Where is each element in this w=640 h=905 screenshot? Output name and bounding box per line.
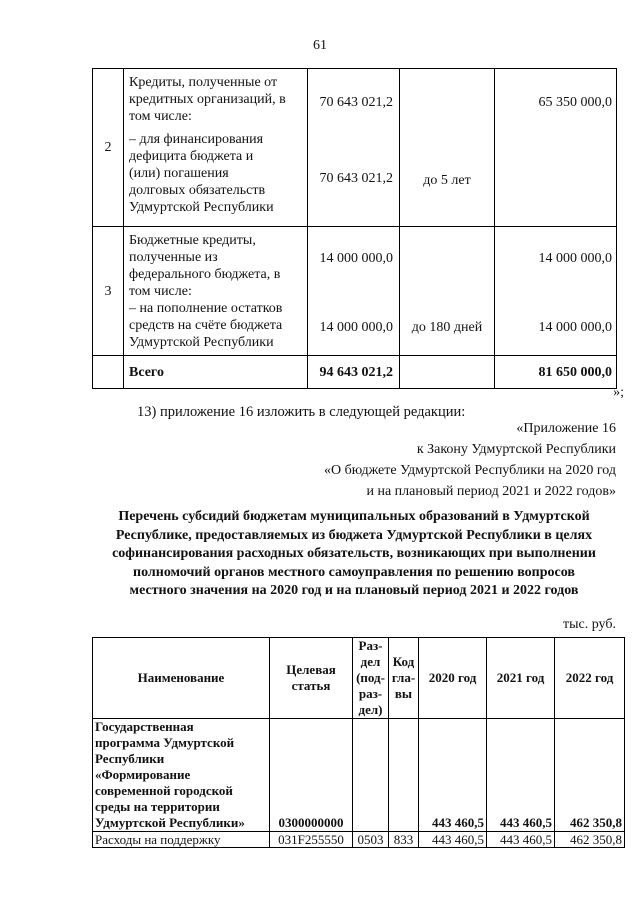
amount-value: 70 643 021,2 — [319, 171, 393, 186]
amount-cell — [308, 227, 400, 356]
term-value: до 5 лет — [423, 173, 471, 188]
expense-name: Расходы на поддержку — [93, 832, 270, 848]
term-value: до 180 дней — [411, 320, 483, 335]
title-line: Перечень субсидий бюджетам муниципальных образований в Удмуртской — [118, 509, 590, 524]
name-line: современной городской — [95, 783, 233, 798]
chapter-cell: 833 — [389, 832, 419, 848]
desc-line: долговых обязательств — [129, 183, 266, 198]
appendix-line: и на плановый период 2021 и 2022 годов» — [366, 484, 616, 499]
desc-line: том числе: — [129, 284, 192, 299]
appendix-line: «О бюджете Удмуртской Республики на 2020 год — [323, 463, 616, 478]
quote-end: »; — [613, 385, 624, 400]
table-row — [93, 69, 617, 227]
table-row — [93, 227, 617, 356]
header-line: статья — [291, 678, 331, 693]
section-cell: 0503 — [353, 832, 389, 848]
desc-line: Удмуртской Республики — [129, 335, 274, 350]
desc-line: – для финансирования — [129, 132, 264, 147]
term-cell — [400, 69, 495, 227]
amount-value: 14 000 000,0 — [319, 320, 393, 335]
name-line: среды на территории — [95, 799, 220, 814]
header-2021: 2021 год — [487, 638, 555, 719]
header-line: (под- — [356, 670, 385, 685]
header-2022: 2022 год — [555, 638, 625, 719]
name-line: Удмуртской Республики» — [95, 815, 245, 830]
header-chapter — [389, 638, 419, 719]
total-label: Всего — [124, 356, 308, 389]
desc-line: полученные из — [129, 250, 218, 265]
amount-value: 65 350 000,0 — [538, 95, 612, 110]
table-row — [93, 832, 625, 848]
total-term-cell — [400, 356, 495, 389]
name-line: программа Удмуртской — [95, 735, 235, 750]
section-cell — [353, 719, 389, 832]
amount-2022-cell — [495, 227, 617, 356]
header-target — [270, 638, 353, 719]
appendix-line: «Приложение 16 — [516, 421, 616, 436]
loans-table — [92, 68, 617, 389]
value-2022: 462 350,8 — [555, 719, 625, 832]
row-number: 3 — [93, 227, 124, 356]
row-number: 2 — [93, 69, 124, 227]
amendment-text: 13) приложение 16 изложить в следующей редакции: — [137, 404, 466, 420]
name-line: Республики — [95, 751, 165, 766]
title-line: софинансирования расходных обязательств, возникающих при выполнении — [112, 546, 596, 561]
subsidies-table — [92, 637, 625, 848]
total-amount: 94 643 021,2 — [308, 356, 400, 389]
unit-label: тыс. руб. — [563, 617, 616, 632]
appendix-line: к Закону Удмуртской Республики — [416, 442, 616, 457]
desc-line: Удмуртской Республики — [129, 200, 274, 215]
header-line: раз- — [358, 686, 383, 701]
title-line: Республике, предоставляемых из бюджета Удмуртской Республики в целях — [115, 527, 593, 543]
header-section — [353, 638, 389, 719]
total-row — [93, 356, 617, 389]
header-line: вы — [394, 686, 413, 701]
amount-value: 14 000 000,0 — [538, 251, 612, 266]
title-line: полномочий органов местного самоуправления по решению вопросов — [133, 564, 575, 580]
term-cell — [400, 227, 495, 356]
table-header — [93, 638, 625, 719]
desc-line: средств на счёте бюджета — [129, 318, 283, 333]
row-description — [124, 227, 308, 356]
desc-line: Кредиты, полученные от — [129, 75, 278, 90]
total-num-cell — [93, 356, 124, 389]
desc-line: том числе: — [129, 109, 192, 124]
amount-value: 14 000 000,0 — [538, 320, 612, 335]
target-cell: 0300000000 — [270, 719, 353, 832]
value-2022: 462 350,8 — [555, 832, 625, 848]
value-2020: 443 460,5 — [419, 719, 487, 832]
target-cell: 031F255550 — [270, 832, 353, 848]
header-line: дел — [360, 654, 381, 669]
amount-cell — [308, 69, 400, 227]
desc-line: кредитных организаций, в — [129, 92, 286, 107]
appendix-header — [324, 418, 616, 502]
title-line: местного значения на 2020 год и на плановый период 2021 и 2022 годов — [129, 583, 579, 598]
amount-value: 70 643 021,2 — [319, 95, 393, 110]
desc-line: Бюджетные кредиты, — [129, 233, 256, 248]
name-line: Государственная — [95, 719, 194, 734]
value-2021: 443 460,5 — [487, 832, 555, 848]
header-line: Целевая — [286, 662, 336, 677]
document-title — [92, 508, 616, 601]
program-name — [93, 719, 270, 832]
header-2020: 2020 год — [419, 638, 487, 719]
desc-line: – на пополнение остатков — [129, 301, 283, 316]
table-row — [93, 719, 625, 832]
desc-line: федерального бюджета, в — [129, 267, 281, 282]
header-line: Код — [392, 654, 415, 669]
row-description — [124, 69, 308, 227]
desc-line: дефицита бюджета и — [129, 149, 254, 164]
header-line: гла- — [391, 670, 416, 685]
header-line: дел) — [358, 702, 383, 717]
desc-line: (или) погашения — [129, 166, 229, 181]
amount-value: 14 000 000,0 — [319, 251, 393, 266]
value-2020: 443 460,5 — [419, 832, 487, 848]
page-number: 61 — [313, 38, 327, 53]
header-line: Раз- — [358, 638, 383, 653]
chapter-cell — [389, 719, 419, 832]
header-name: Наименование — [93, 638, 270, 719]
name-line: «Формирование — [95, 767, 191, 782]
value-2021: 443 460,5 — [487, 719, 555, 832]
amount-2022-cell — [495, 69, 617, 227]
total-amount-2022: 81 650 000,0 — [495, 356, 617, 389]
